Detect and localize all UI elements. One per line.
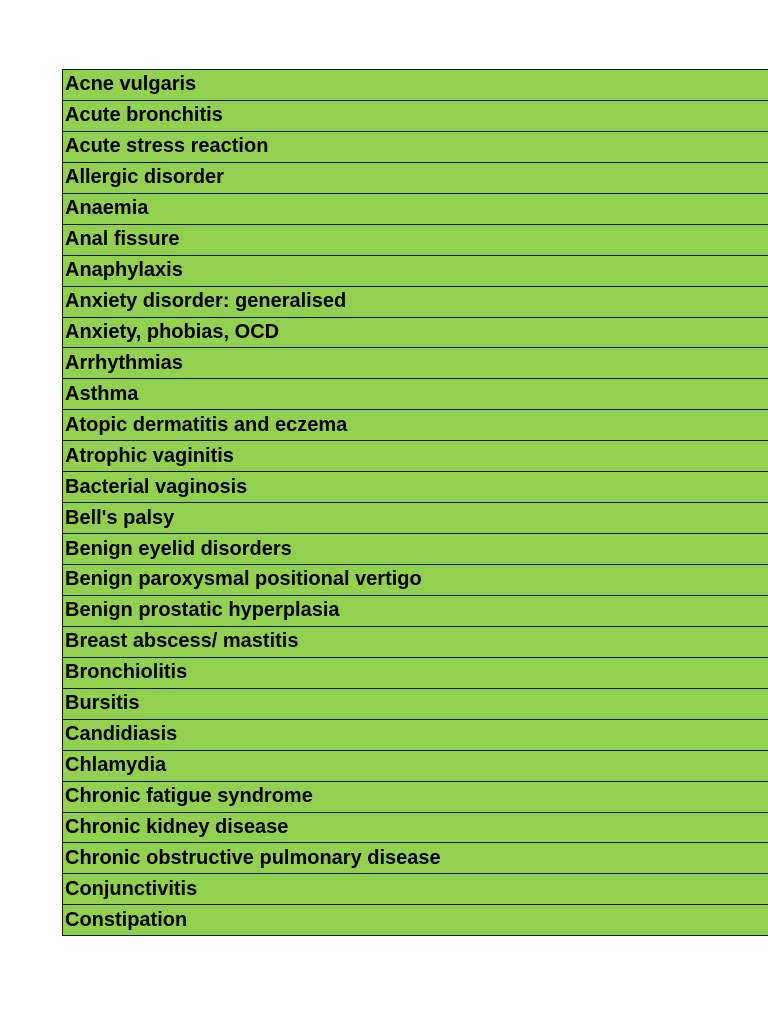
table-row: Acne vulgaris	[63, 70, 768, 101]
conditions-table	[62, 69, 768, 936]
table-row: Anal fissure	[63, 225, 768, 256]
table-row: Acute bronchitis	[63, 101, 768, 132]
table-row: Breast abscess/ mastitis	[63, 627, 768, 658]
table-row: Asthma	[63, 379, 768, 410]
table-row: Benign paroxysmal positional vertigo	[63, 565, 768, 596]
table-row: Anxiety, phobias, OCD	[63, 318, 768, 349]
table-row: Bursitis	[63, 689, 768, 720]
table-row: Anaemia	[63, 194, 768, 225]
table-row: Anaphylaxis	[63, 256, 768, 287]
table-row: Chronic obstructive pulmonary disease	[63, 843, 768, 874]
table-row: Allergic disorder	[63, 163, 768, 194]
table-row: Conjunctivitis	[63, 874, 768, 905]
table-row: Candidiasis	[63, 720, 768, 751]
table-row: Chronic kidney disease	[63, 813, 768, 844]
table-row: Bronchiolitis	[63, 658, 768, 689]
table-row: Atopic dermatitis and eczema	[63, 410, 768, 441]
table-row: Chronic fatigue syndrome	[63, 782, 768, 813]
table-row: Arrhythmias	[63, 348, 768, 379]
table-row: Bell's palsy	[63, 503, 768, 534]
table-row: Anxiety disorder: generalised	[63, 287, 768, 318]
table-row: Acute stress reaction	[63, 132, 768, 163]
table-row: Atrophic vaginitis	[63, 441, 768, 472]
table-row: Constipation	[63, 905, 768, 936]
table-row: Benign eyelid disorders	[63, 534, 768, 565]
table-row: Bacterial vaginosis	[63, 472, 768, 503]
table-row: Chlamydia	[63, 751, 768, 782]
table-row: Benign prostatic hyperplasia	[63, 596, 768, 627]
